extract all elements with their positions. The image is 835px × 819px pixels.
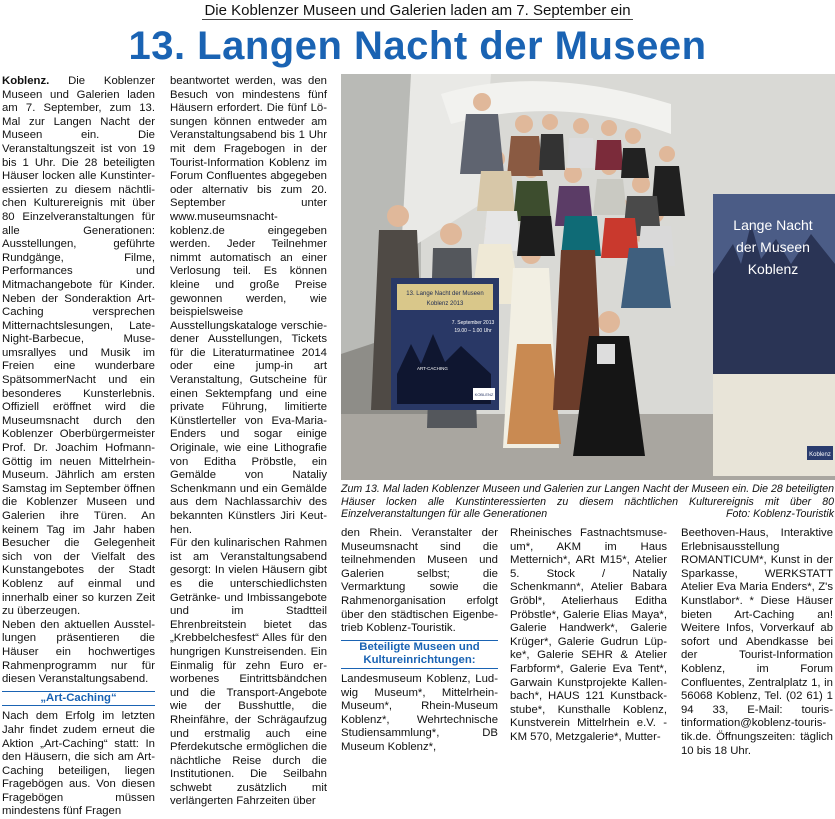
- banner-line-1: Lange Nacht: [733, 217, 813, 233]
- photo-caption: [341, 483, 834, 521]
- article-column-1: [2, 75, 155, 819]
- corner-logo: Koblenz: [809, 452, 831, 458]
- event-poster: [391, 278, 499, 410]
- group-photo-illustration: [341, 74, 835, 480]
- paragraph: Nach dem Erfolg im letzten Jahr findet zudem erneut die Aktion „Art-Caching“ statt: In den Häusern, die sich am Art-Caching beteiligen, liegen Fragebögen aus. Von diesen Fragebögen müssen mindestens fünf Fragen: [2, 710, 155, 818]
- banner-line-3: Koblenz: [747, 261, 799, 277]
- paragraph-text: Die Koblenzer Museen und Galerien laden am 7. September, zum 13. Mal zur Langen Nacht der Museen ein. Die Veranstaltungszeit ist von 19 bis 1 Uhr. Die 28 beteiligten Häuser locken alle Kunstinteressierten zu diesem nächtlichen Kulturereignis mit über 80 Einzelveranstaltungen für alle Generationen: Ausstellungen, geführte Rundgänge, Filme, Performances und Mitmachangebote für Kinder. Neben der Sonderaktion Art-Caching versprechen Mitternachtslesungen, Late-Night-Barbecue, Museumsrallyes und Musik im Freien eine wunderbare SpätsommerNacht und ein besonderes Kunsterlebnis. Offiziell eröffnet wird die Museumsnacht durch den Koblenzer Oberbürgermeister Prof. Dr. Joachim HofmannGöttig im neuen Mittelrhein-Museum. Jährlich am ersten Samstag im September öffnen die Koblenzer Museen und Galerien ihre Türen. An keinem Tag im Jahr haben Besucher die Gelegenheit sich von der Vielfalt des Kunstangebotes der Stadt Koblenz auf einmal und innerhalb einer so kurzen Zeit zu überzeugen.: [2, 75, 156, 618]
- kicker-text: Die Koblenzer Museen und Galerien laden am 7. September ein: [204, 2, 631, 19]
- article-column-2: [170, 75, 327, 809]
- poster-title-2: Koblenz 2013: [426, 301, 464, 307]
- kicker: [0, 2, 835, 20]
- dateline: Koblenz.: [2, 75, 50, 87]
- caption-text: Zum 13. Mal laden Koblenzer Museen und Galerien zur Langen Nacht der Museen ein. Die 28 beteiligten Häuser locken alle Kunstinteressierten zu diesem nächtlichen Kulturereignis mit über 80 Einzelveranstaltungen für alle Generationen: [341, 483, 834, 521]
- article-column-3: [341, 527, 498, 755]
- banner-line-2: der Museen: [736, 239, 810, 255]
- poster-title-1: 13. Lange Nacht der Museen: [406, 291, 484, 297]
- article-column-5: [681, 527, 833, 758]
- poster-art-caching: ART-CACHING: [417, 366, 448, 371]
- paragraph: Neben den aktuellen Ausstellungen präsentieren die Häuser ein hochwertiges Rahmenprogramm nur für diesen Veranstaltungsabend.: [2, 618, 155, 686]
- subhead-art-caching: „Art-Caching“: [2, 691, 155, 707]
- poster-logo: KOBLENZ: [474, 392, 494, 397]
- article-column-4: [510, 527, 667, 745]
- paragraph: Beethoven-Haus, Interaktive Erlebnisausstellung ROMANTICUM*, Kunst in der Sparkasse, WERKSTATT Atelier Eva Maria Enders*, Z's Kunstlabor*. * Diese Häuser bieten Art-Caching an! Weitere Infos, Vorverkauf ab sofort und Abendkasse bei der Tourist-Information Koblenz, im Forum Confluentes, Zentralplatz 1, in 56068 Koblenz, Tel. (02 61) 1 94 33, E-Mail: touristinformation@koblenz-touristik.de. Öffnungszeiten: täglich 10 bis 18 Uhr.: [681, 527, 833, 757]
- paragraph: Rheinisches Fastnachtsmuseum*, AKM im Haus Metternich*, ARt M15*, Atelier 5. Stock / Nataliy Schenkmann*, Atelier Babara Gröbl*, Atelierhaus Editha Pröbstle*, Galerie Elias Maya*, Galerie Handwerk*, Galerie Krüger*, Galerie Gudrun Lüpke*, Galerie SEHR & Atelier Farbform*, Galerie Eva Tent*, Garwain Kunstprojekte Kallenbach*, HAUS 121 Kunstbackstube*, Kunsthalle Koblenz, Kunstverein Mittelrhein e.V. - KM 570, Metzgalerie*, Mutter-: [510, 527, 667, 743]
- subhead-museums: Beteiligte Museen und Kultureinrichtungen:: [341, 640, 498, 669]
- group-photo: [341, 74, 835, 480]
- paragraph: Landesmuseum Koblenz, Ludwig Museum*, Mittelrhein-Museum*, Rhein-Museum Koblenz*, Wehrtechnische Studiensammlung*, DB Museum Koblenz*,: [341, 672, 498, 753]
- paragraph: beantwortet werden, was den Besuch von mindestens fünf Häusern erfordert. Die fünf Lösungen können entweder am Veranstaltungsabend bis 1 Uhr mit dem Fragebogen in der Tourist-Information Koblenz im Forum Confluentes abgegeben oder alternativ bis zum 20. September unter www.museumsnacht-koblenz.de eingegeben werden. Jeder Teilnehmer nimmt automatisch an einer Verlosung teil. Es können kleine und große Preise gewonnen werden, wie beispielsweise Ausstellungskataloge verschiedener Ausstellungen, Tickets für die Literaturmatinee 2014 oder eine jump-in art Veranstaltung, Gutscheine für einen Sektempfang und eine private Führung, limitierte Künstlerteller von Eva-Maria-Enders und sogar einige Originale, wie eine Lithografie von Editha Pröbstle, ein Gemälde von Nataliy Schenkmann und ein Gemälde aus dem Nachlassarchiv des bekannten Künstlers Jiri Keuthen.: [170, 75, 327, 536]
- paragraph: Für den kulinarischen Rahmen ist am Veranstaltungsabend gesorgt: In vielen Häusern gibt es die unterschiedlichsten Getränke- und Imbissangebote und im Stadtteil Ehrenbreitstein bietet das „Krebbelchesfest“ Alles für den hungrigen Kunstreisenden. Ein Einmalig für zehn Euro erworbenes Eintrittsbändchen und die Transport-Angebote wie der Busshuttle, die Rheinfähre, der Schrägaufzug und erstmalig auch eine Pferdekutsche ermöglichen die nächtliche Reise durch die Institutionen. Die Seilbahn schwebt zusätzlich mit verlängerten Fahrzeiten über: [170, 537, 327, 808]
- headline: 13. Langen Nacht der Museen: [128, 24, 707, 68]
- poster-time: 19.00 – 1.00 Uhr: [454, 328, 492, 334]
- photo-credit: Foto: Koblenz-Touristik: [726, 508, 834, 521]
- poster-date: 7. September 2013: [451, 320, 495, 326]
- paragraph: [2, 75, 155, 619]
- paragraph: den Rhein. Veranstalter der Museumsnacht sind die teilnehmenden Museen und Galerien selbst; die Vermarktung sowie die Rahmenorganisation erfolgt über den städtischen Eigenbetrieb Koblenz-Touristik.: [341, 527, 498, 635]
